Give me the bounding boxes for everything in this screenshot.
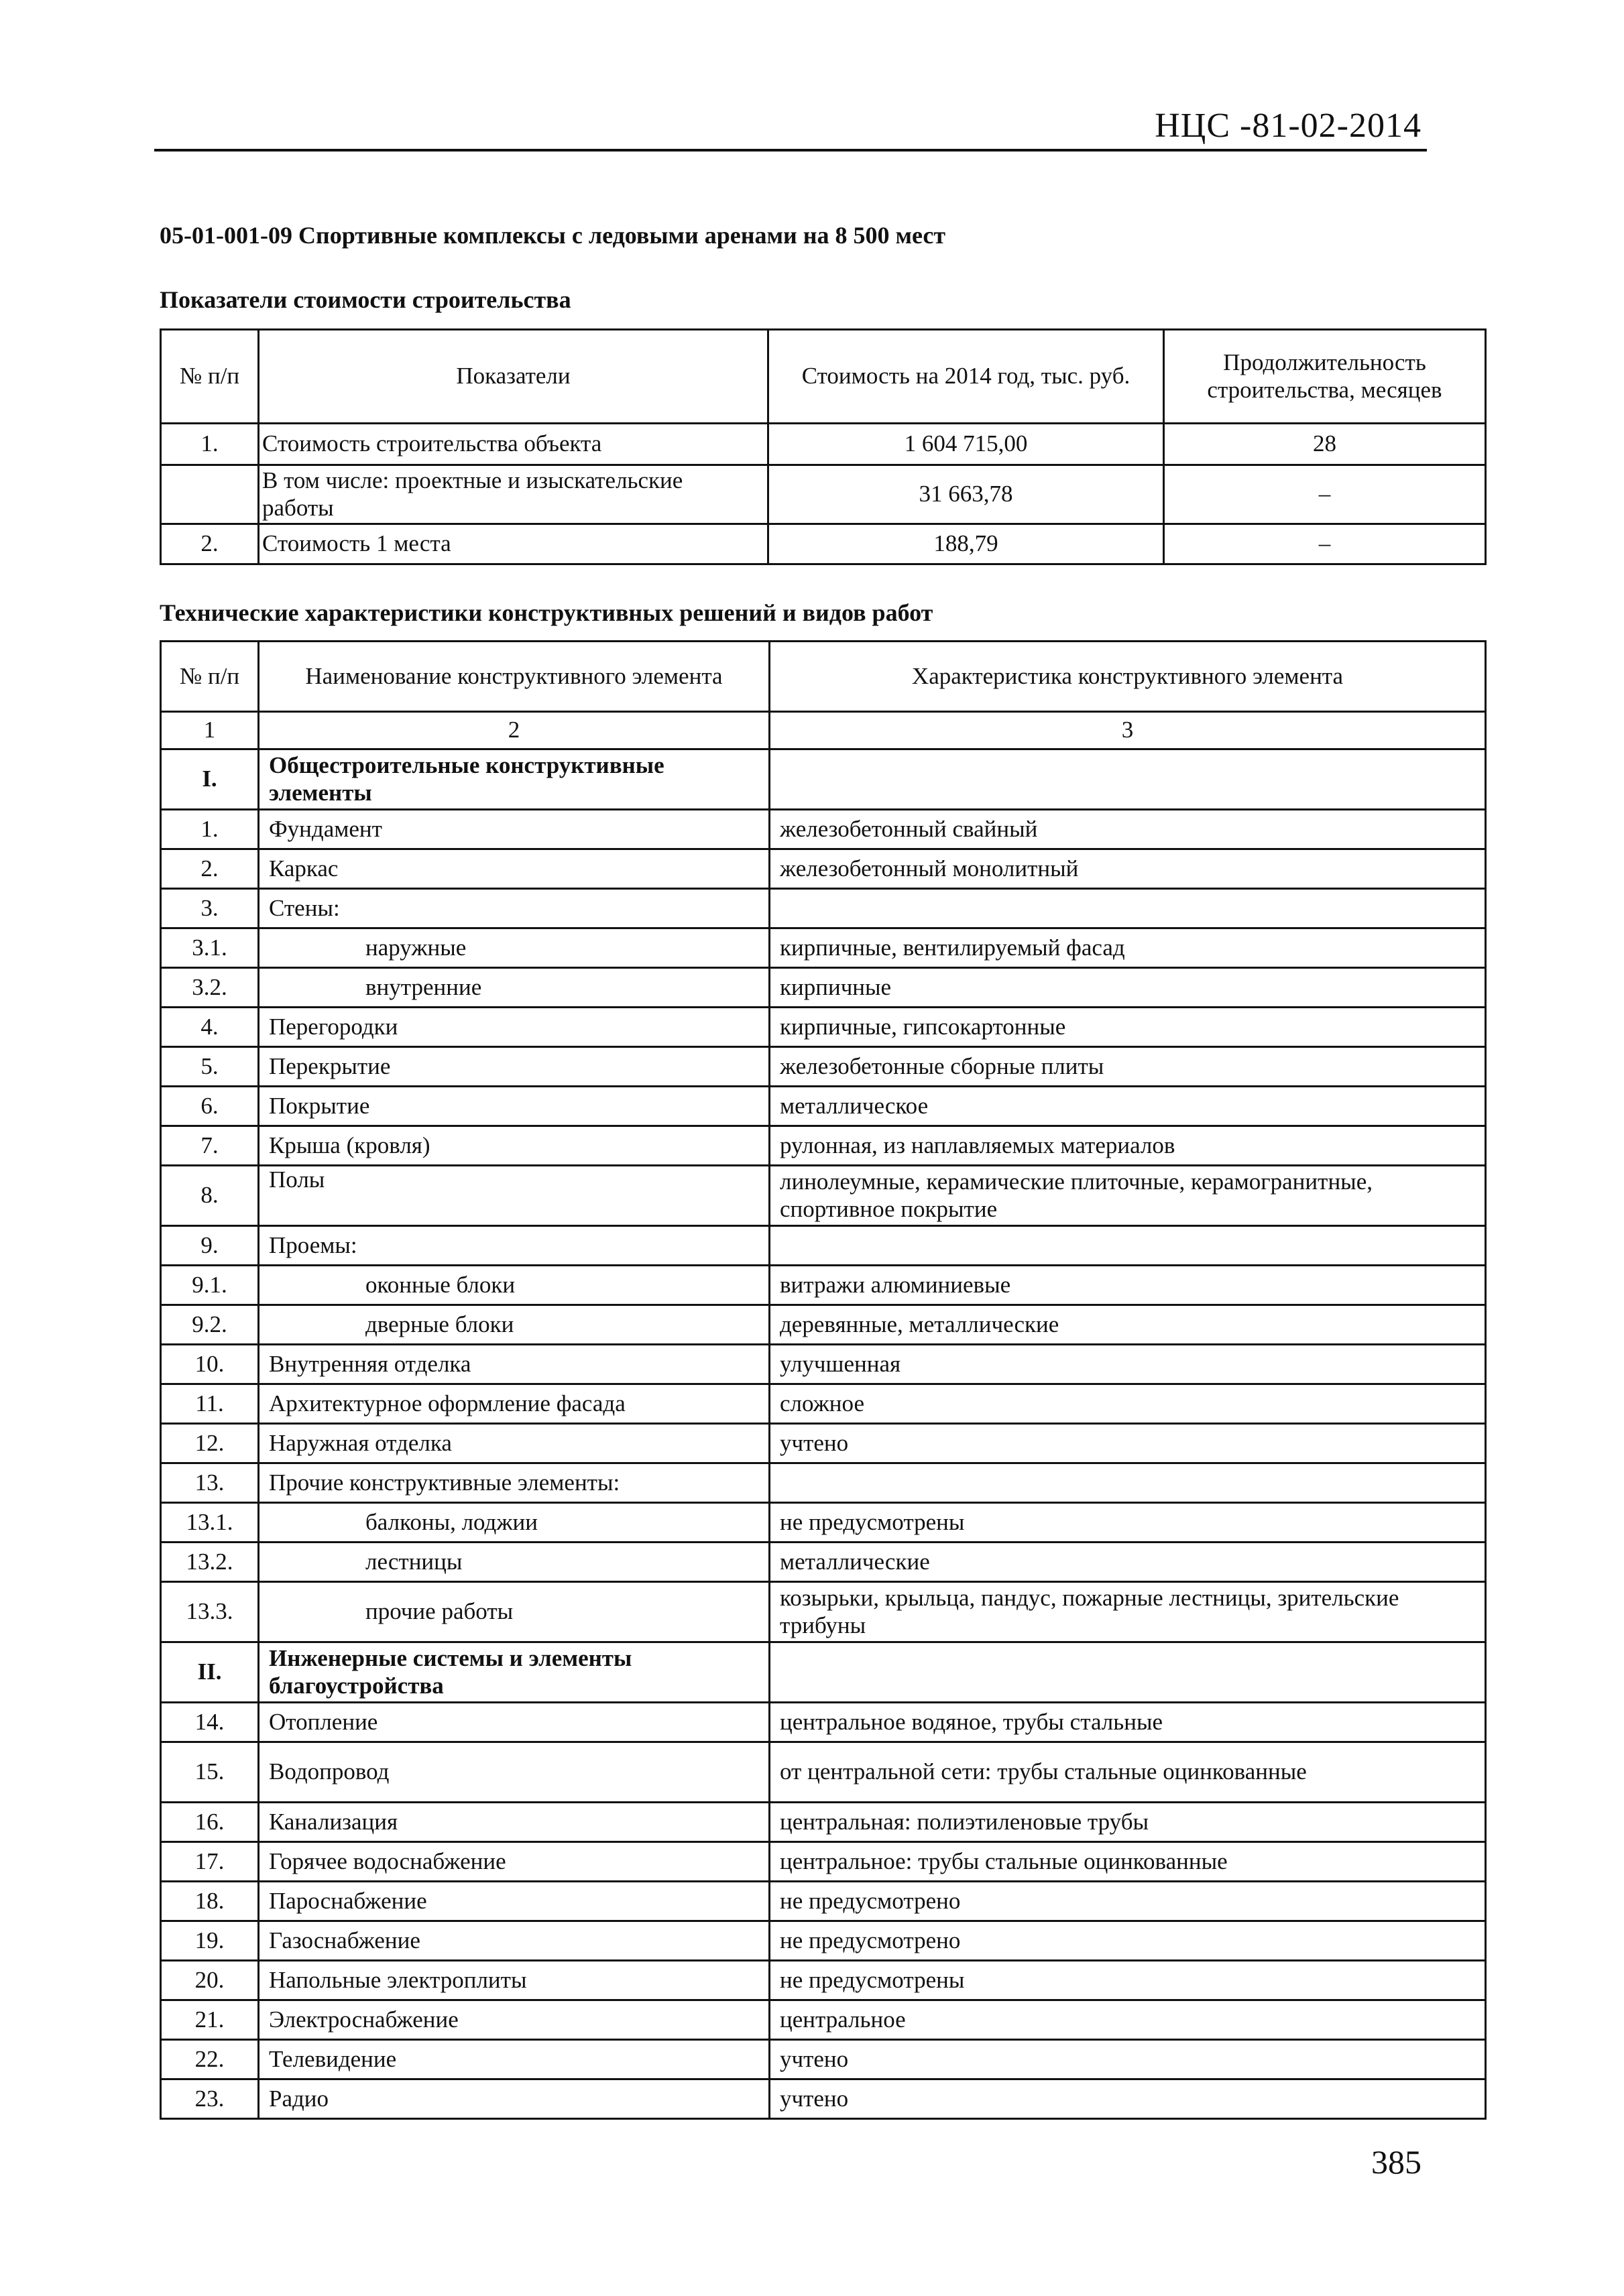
tech-col-number-1: 1	[161, 712, 259, 749]
cost-table-row	[161, 465, 1486, 524]
cost-col-num: № п/п	[161, 330, 259, 424]
cost-row-value: 188,79	[768, 524, 1164, 564]
tech-row-num: 9.2.	[161, 1305, 259, 1345]
tech-table-row	[161, 2000, 1486, 2040]
tech-row-value	[770, 1642, 1486, 1703]
tech-row-name: Газоснабжение	[259, 1921, 770, 1961]
tech-row-num: 23.	[161, 2079, 259, 2119]
cost-section-title: Показатели стоимости строительства	[160, 286, 571, 313]
tech-row-name: Канализация	[259, 1803, 770, 1842]
tech-row-value: кирпичные, вентилируемый фасад	[770, 928, 1486, 968]
tech-row-name: Перекрытие	[259, 1047, 770, 1087]
document-title: 05-01-001-09 Спортивные комплексы с ледовыми аренами на 8 500 мест	[160, 222, 946, 249]
tech-row-num: 6.	[161, 1087, 259, 1126]
tech-section-title: Технические характеристики конструктивных решений и видов работ	[160, 599, 933, 626]
tech-row-num: 15.	[161, 1742, 259, 1803]
tech-row-value: кирпичные, гипсокартонные	[770, 1008, 1486, 1047]
tech-row-value: железобетонные сборные плиты	[770, 1047, 1486, 1087]
tech-row-name: Отопление	[259, 1703, 770, 1742]
tech-row-name: Горячее водоснабжение	[259, 1842, 770, 1882]
cost-table-row	[161, 424, 1486, 465]
tech-table-row	[161, 1087, 1486, 1126]
cost-row-duration: 28	[1164, 424, 1486, 465]
tech-row-num: 13.2.	[161, 1543, 259, 1582]
tech-row-value: кирпичные	[770, 968, 1486, 1008]
tech-row-name: оконные блоки	[259, 1266, 770, 1305]
tech-row-num: 19.	[161, 1921, 259, 1961]
tech-row-name: прочие работы	[259, 1582, 770, 1642]
tech-table-column-number-row	[161, 712, 1486, 749]
tech-row-name: Электроснабжение	[259, 2000, 770, 2040]
tech-table-row	[161, 1582, 1486, 1642]
page-number: 385	[1371, 2143, 1422, 2181]
tech-row-name: Наружная отделка	[259, 1424, 770, 1463]
tech-table-row	[161, 1961, 1486, 2000]
tech-row-name: Пароснабжение	[259, 1882, 770, 1921]
tech-row-name: Архитектурное оформление фасада	[259, 1384, 770, 1424]
tech-row-value: учтено	[770, 1424, 1486, 1463]
tech-row-num: 4.	[161, 1008, 259, 1047]
tech-col-name: Наименование конструктивного элемента	[259, 642, 770, 712]
cost-col-duration: Продолжительность строительства, месяцев	[1164, 330, 1486, 424]
tech-table-row	[161, 1424, 1486, 1463]
tech-table-row	[161, 810, 1486, 849]
tech-row-name: Покрытие	[259, 1087, 770, 1126]
tech-table-row	[161, 1266, 1486, 1305]
tech-row-num: 11.	[161, 1384, 259, 1424]
tech-row-num: 10.	[161, 1345, 259, 1384]
tech-row-value: не предусмотрено	[770, 1921, 1486, 1961]
tech-row-value	[770, 749, 1486, 810]
tech-row-num: 13.1.	[161, 1503, 259, 1543]
tech-row-value	[770, 1463, 1486, 1503]
cost-row-value: 31 663,78	[768, 465, 1164, 524]
tech-row-value: металлическое	[770, 1087, 1486, 1126]
tech-row-name: внутренние	[259, 968, 770, 1008]
cost-row-value: 1 604 715,00	[768, 424, 1164, 465]
tech-row-num: 2.	[161, 849, 259, 889]
tech-row-value: сложное	[770, 1384, 1486, 1424]
cost-row-duration: –	[1164, 465, 1486, 524]
tech-row-value: козырьки, крыльца, пандус, пожарные лестницы, зрительские трибуны	[770, 1582, 1486, 1642]
tech-table-row	[161, 1463, 1486, 1503]
cost-table-body	[161, 424, 1486, 564]
tech-table-row	[161, 1503, 1486, 1543]
tech-row-value: железобетонный монолитный	[770, 849, 1486, 889]
cost-col-indicator: Показатели	[259, 330, 768, 424]
tech-row-name: Проемы:	[259, 1226, 770, 1266]
tech-row-value: не предусмотрены	[770, 1503, 1486, 1543]
tech-row-name: Крыша (кровля)	[259, 1126, 770, 1166]
tech-row-name: Каркас	[259, 849, 770, 889]
tech-row-num: 16.	[161, 1803, 259, 1842]
tech-table-header-row	[161, 642, 1486, 712]
tech-row-num: 12.	[161, 1424, 259, 1463]
tech-row-name: Напольные электроплиты	[259, 1961, 770, 2000]
tech-table-row	[161, 1166, 1486, 1226]
tech-table-row	[161, 2079, 1486, 2119]
tech-row-name: дверные блоки	[259, 1305, 770, 1345]
tech-table-row	[161, 1345, 1486, 1384]
tech-row-name: Телевидение	[259, 2040, 770, 2079]
cost-row-duration: –	[1164, 524, 1486, 564]
tech-table-row	[161, 1126, 1486, 1166]
tech-row-num: 7.	[161, 1126, 259, 1166]
tech-row-num: 5.	[161, 1047, 259, 1087]
tech-row-value: улучшенная	[770, 1345, 1486, 1384]
tech-group-row	[161, 749, 1486, 810]
tech-row-name: Стены:	[259, 889, 770, 928]
tech-row-name: Фундамент	[259, 810, 770, 849]
cost-table-header-row	[161, 330, 1486, 424]
tech-row-num: 1.	[161, 810, 259, 849]
tech-row-num: 9.	[161, 1226, 259, 1266]
tech-row-num: 13.3.	[161, 1582, 259, 1642]
tech-row-name: балконы, лоджии	[259, 1503, 770, 1543]
tech-row-value: центральное водяное, трубы стальные	[770, 1703, 1486, 1742]
tech-table-row	[161, 1305, 1486, 1345]
tech-row-num: 13.	[161, 1463, 259, 1503]
tech-row-value: центральное	[770, 2000, 1486, 2040]
tech-col-characteristic: Характеристика конструктивного элемента	[770, 642, 1486, 712]
tech-col-number-2: 2	[259, 712, 770, 749]
tech-table-row	[161, 2040, 1486, 2079]
cost-row-name: В том числе: проектные и изыскательские работы	[259, 465, 768, 524]
tech-table-row	[161, 1803, 1486, 1842]
tech-row-value: не предусмотрено	[770, 1882, 1486, 1921]
tech-table-row	[161, 928, 1486, 968]
tech-row-value: металлические	[770, 1543, 1486, 1582]
tech-row-name: Инженерные системы и элементы благоустройства	[259, 1642, 770, 1703]
cost-row-name: Стоимость строительства объекта	[259, 424, 768, 465]
tech-table-row	[161, 1226, 1486, 1266]
tech-row-value: линолеумные, керамические плиточные, керамогранитные, спортивное покрытие	[770, 1166, 1486, 1226]
tech-table	[160, 640, 1487, 2120]
cost-row-num: 1.	[161, 424, 259, 465]
tech-table-row	[161, 1921, 1486, 1961]
tech-row-value: учтено	[770, 2040, 1486, 2079]
tech-table-row	[161, 1703, 1486, 1742]
tech-row-name: Полы	[259, 1166, 770, 1226]
tech-row-num: 20.	[161, 1961, 259, 2000]
tech-table-row	[161, 1384, 1486, 1424]
tech-row-num: 22.	[161, 2040, 259, 2079]
tech-row-value: от центральной сети: трубы стальные оцинкованные	[770, 1742, 1486, 1803]
tech-row-name: Внутренняя отделка	[259, 1345, 770, 1384]
tech-row-num: 3.1.	[161, 928, 259, 968]
tech-row-value: деревянные, металлические	[770, 1305, 1486, 1345]
tech-row-num: 3.2.	[161, 968, 259, 1008]
cost-table	[160, 328, 1487, 565]
tech-table-row	[161, 889, 1486, 928]
tech-table-row	[161, 849, 1486, 889]
tech-row-value: витражи алюминиевые	[770, 1266, 1486, 1305]
tech-row-name: Прочие конструктивные элементы:	[259, 1463, 770, 1503]
tech-row-num: 17.	[161, 1842, 259, 1882]
tech-row-name: наружные	[259, 928, 770, 968]
tech-row-value: не предусмотрены	[770, 1961, 1486, 2000]
cost-table-row	[161, 524, 1486, 564]
tech-row-name: Общестроительные конструктивные элементы	[259, 749, 770, 810]
cost-row-num	[161, 465, 259, 524]
tech-row-value: учтено	[770, 2079, 1486, 2119]
tech-row-num: 3.	[161, 889, 259, 928]
tech-row-name: Водопровод	[259, 1742, 770, 1803]
tech-group-row	[161, 1642, 1486, 1703]
tech-row-name: Радио	[259, 2079, 770, 2119]
tech-table-row	[161, 1842, 1486, 1882]
tech-row-num: 14.	[161, 1703, 259, 1742]
tech-table-row	[161, 1742, 1486, 1803]
tech-table-row	[161, 1543, 1486, 1582]
tech-table-row	[161, 1008, 1486, 1047]
document-code: НЦС -81-02-2014	[1155, 107, 1422, 145]
tech-row-value: центральная: полиэтиленовые трубы	[770, 1803, 1486, 1842]
cost-row-num: 2.	[161, 524, 259, 564]
tech-table-row	[161, 1882, 1486, 1921]
tech-row-value	[770, 1226, 1486, 1266]
tech-col-number-3: 3	[770, 712, 1486, 749]
tech-row-name: Перегородки	[259, 1008, 770, 1047]
cost-row-name: Стоимость 1 места	[259, 524, 768, 564]
cost-col-cost: Стоимость на 2014 год, тыс. руб.	[768, 330, 1164, 424]
tech-row-num: I.	[161, 749, 259, 810]
tech-row-value: рулонная, из наплавляемых материалов	[770, 1126, 1486, 1166]
tech-row-num: 18.	[161, 1882, 259, 1921]
header-rule	[154, 149, 1427, 152]
tech-row-value: железобетонный свайный	[770, 810, 1486, 849]
tech-table-body	[161, 749, 1486, 2119]
tech-col-num: № п/п	[161, 642, 259, 712]
tech-row-name: лестницы	[259, 1543, 770, 1582]
tech-table-row	[161, 968, 1486, 1008]
tech-row-num: 8.	[161, 1166, 259, 1226]
tech-table-row	[161, 1047, 1486, 1087]
tech-row-value: центральное: трубы стальные оцинкованные	[770, 1842, 1486, 1882]
tech-row-num: 21.	[161, 2000, 259, 2040]
tech-row-value	[770, 889, 1486, 928]
tech-row-num: 9.1.	[161, 1266, 259, 1305]
tech-row-num: II.	[161, 1642, 259, 1703]
